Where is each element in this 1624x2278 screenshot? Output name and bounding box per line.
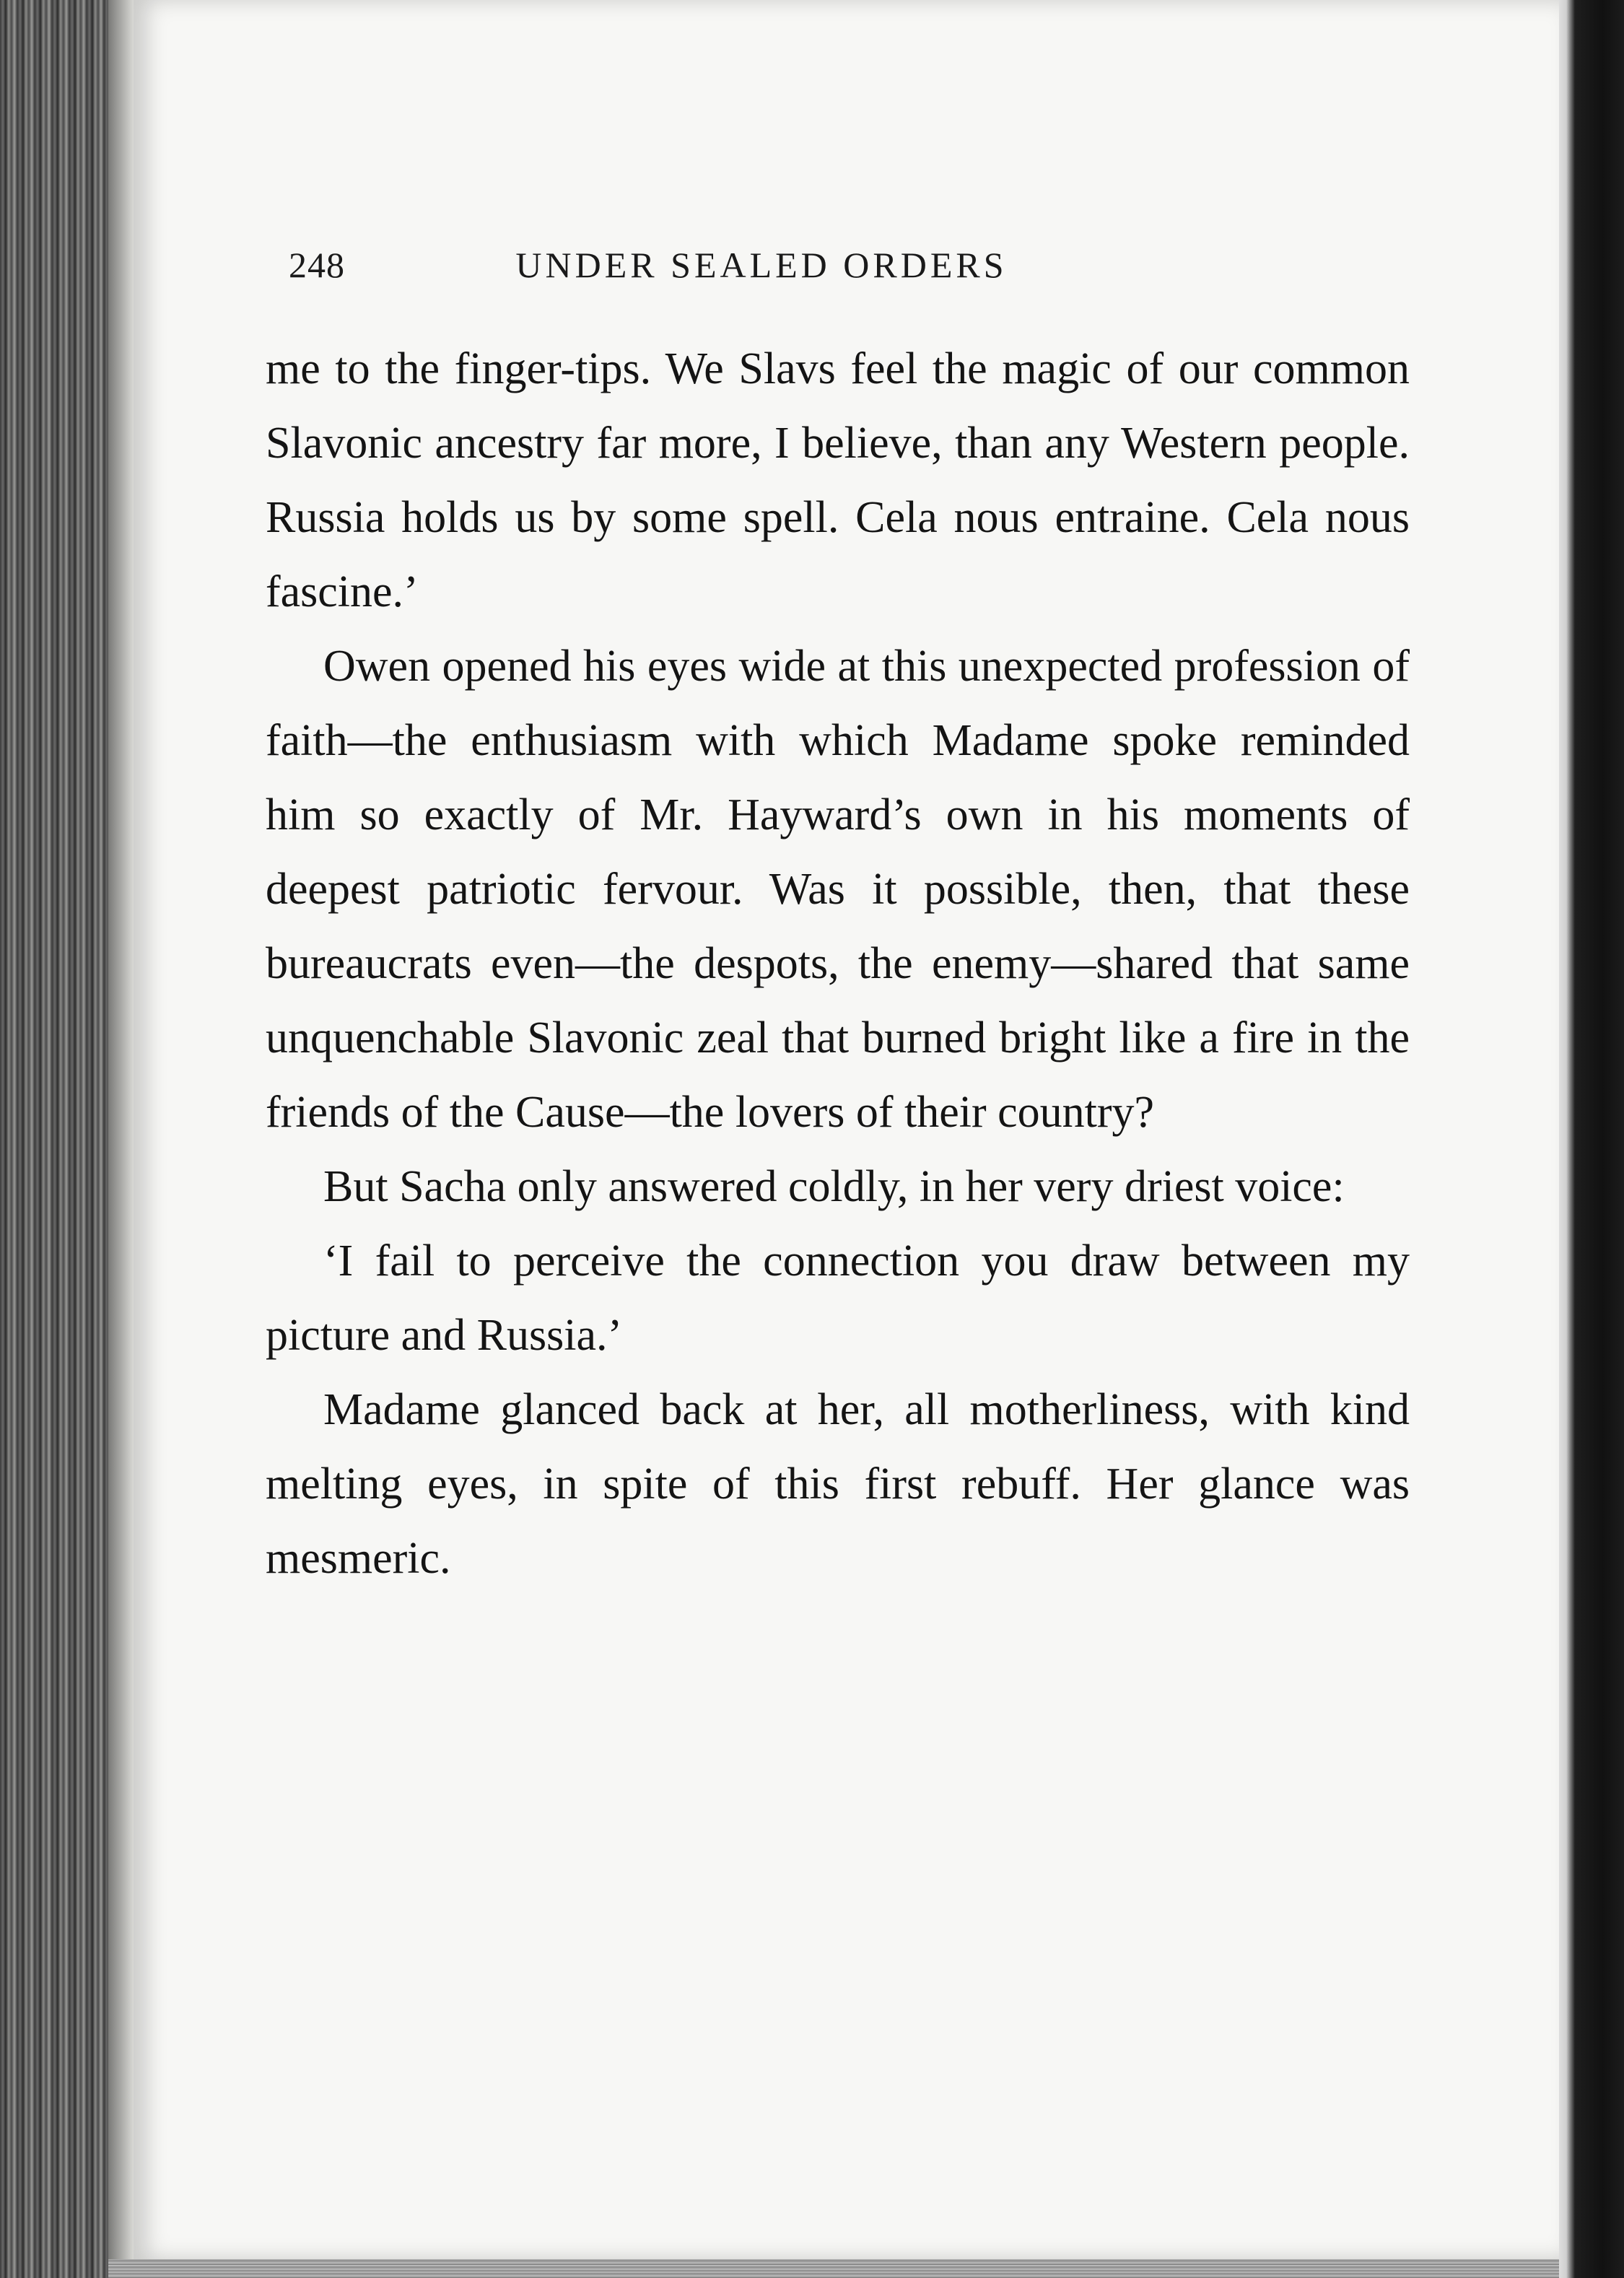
body-text — [266, 332, 1410, 1596]
left-page-edges — [0, 0, 134, 2278]
page-number: 248 — [289, 245, 345, 285]
paragraph: me to the finger-tips. We Slavs feel the magic of our common Slavonic ancestry far more, I believe, than any Western people. Russia holds us by some spell. Cela nous entraine. Cela nous fascine.’ — [266, 344, 1410, 616]
page-header — [289, 244, 1234, 302]
running-title: UNDER SEALED ORDERS — [515, 245, 1008, 285]
paragraph: But Sacha only answered coldly, in her very driest voice: — [323, 1162, 1345, 1211]
right-page-edges — [1559, 0, 1624, 2278]
paragraph: ‘I fail to perceive the connection you draw between my picture and Russia.’ — [266, 1236, 1410, 1360]
paragraph: Owen opened his eyes wide at this unexpected profession of faith—the enthusiasm with which Madame spoke reminded him so exactly of Mr. Hayward’s own in his moments of deepest patriotic fervour. Was it possible, then, that these bureaucrats even—the despots, the enemy—shared that same unquenchable Slavonic zeal that burned bright like a fire in the friends of the Cause—the lovers of their country? — [266, 642, 1410, 1137]
paragraph: Madame glanced back at her, all motherliness, with kind melting eyes, in spite of this first rebuff. Her glance was mesmeric. — [266, 1385, 1410, 1583]
bottom-page-edges — [108, 2259, 1559, 2278]
